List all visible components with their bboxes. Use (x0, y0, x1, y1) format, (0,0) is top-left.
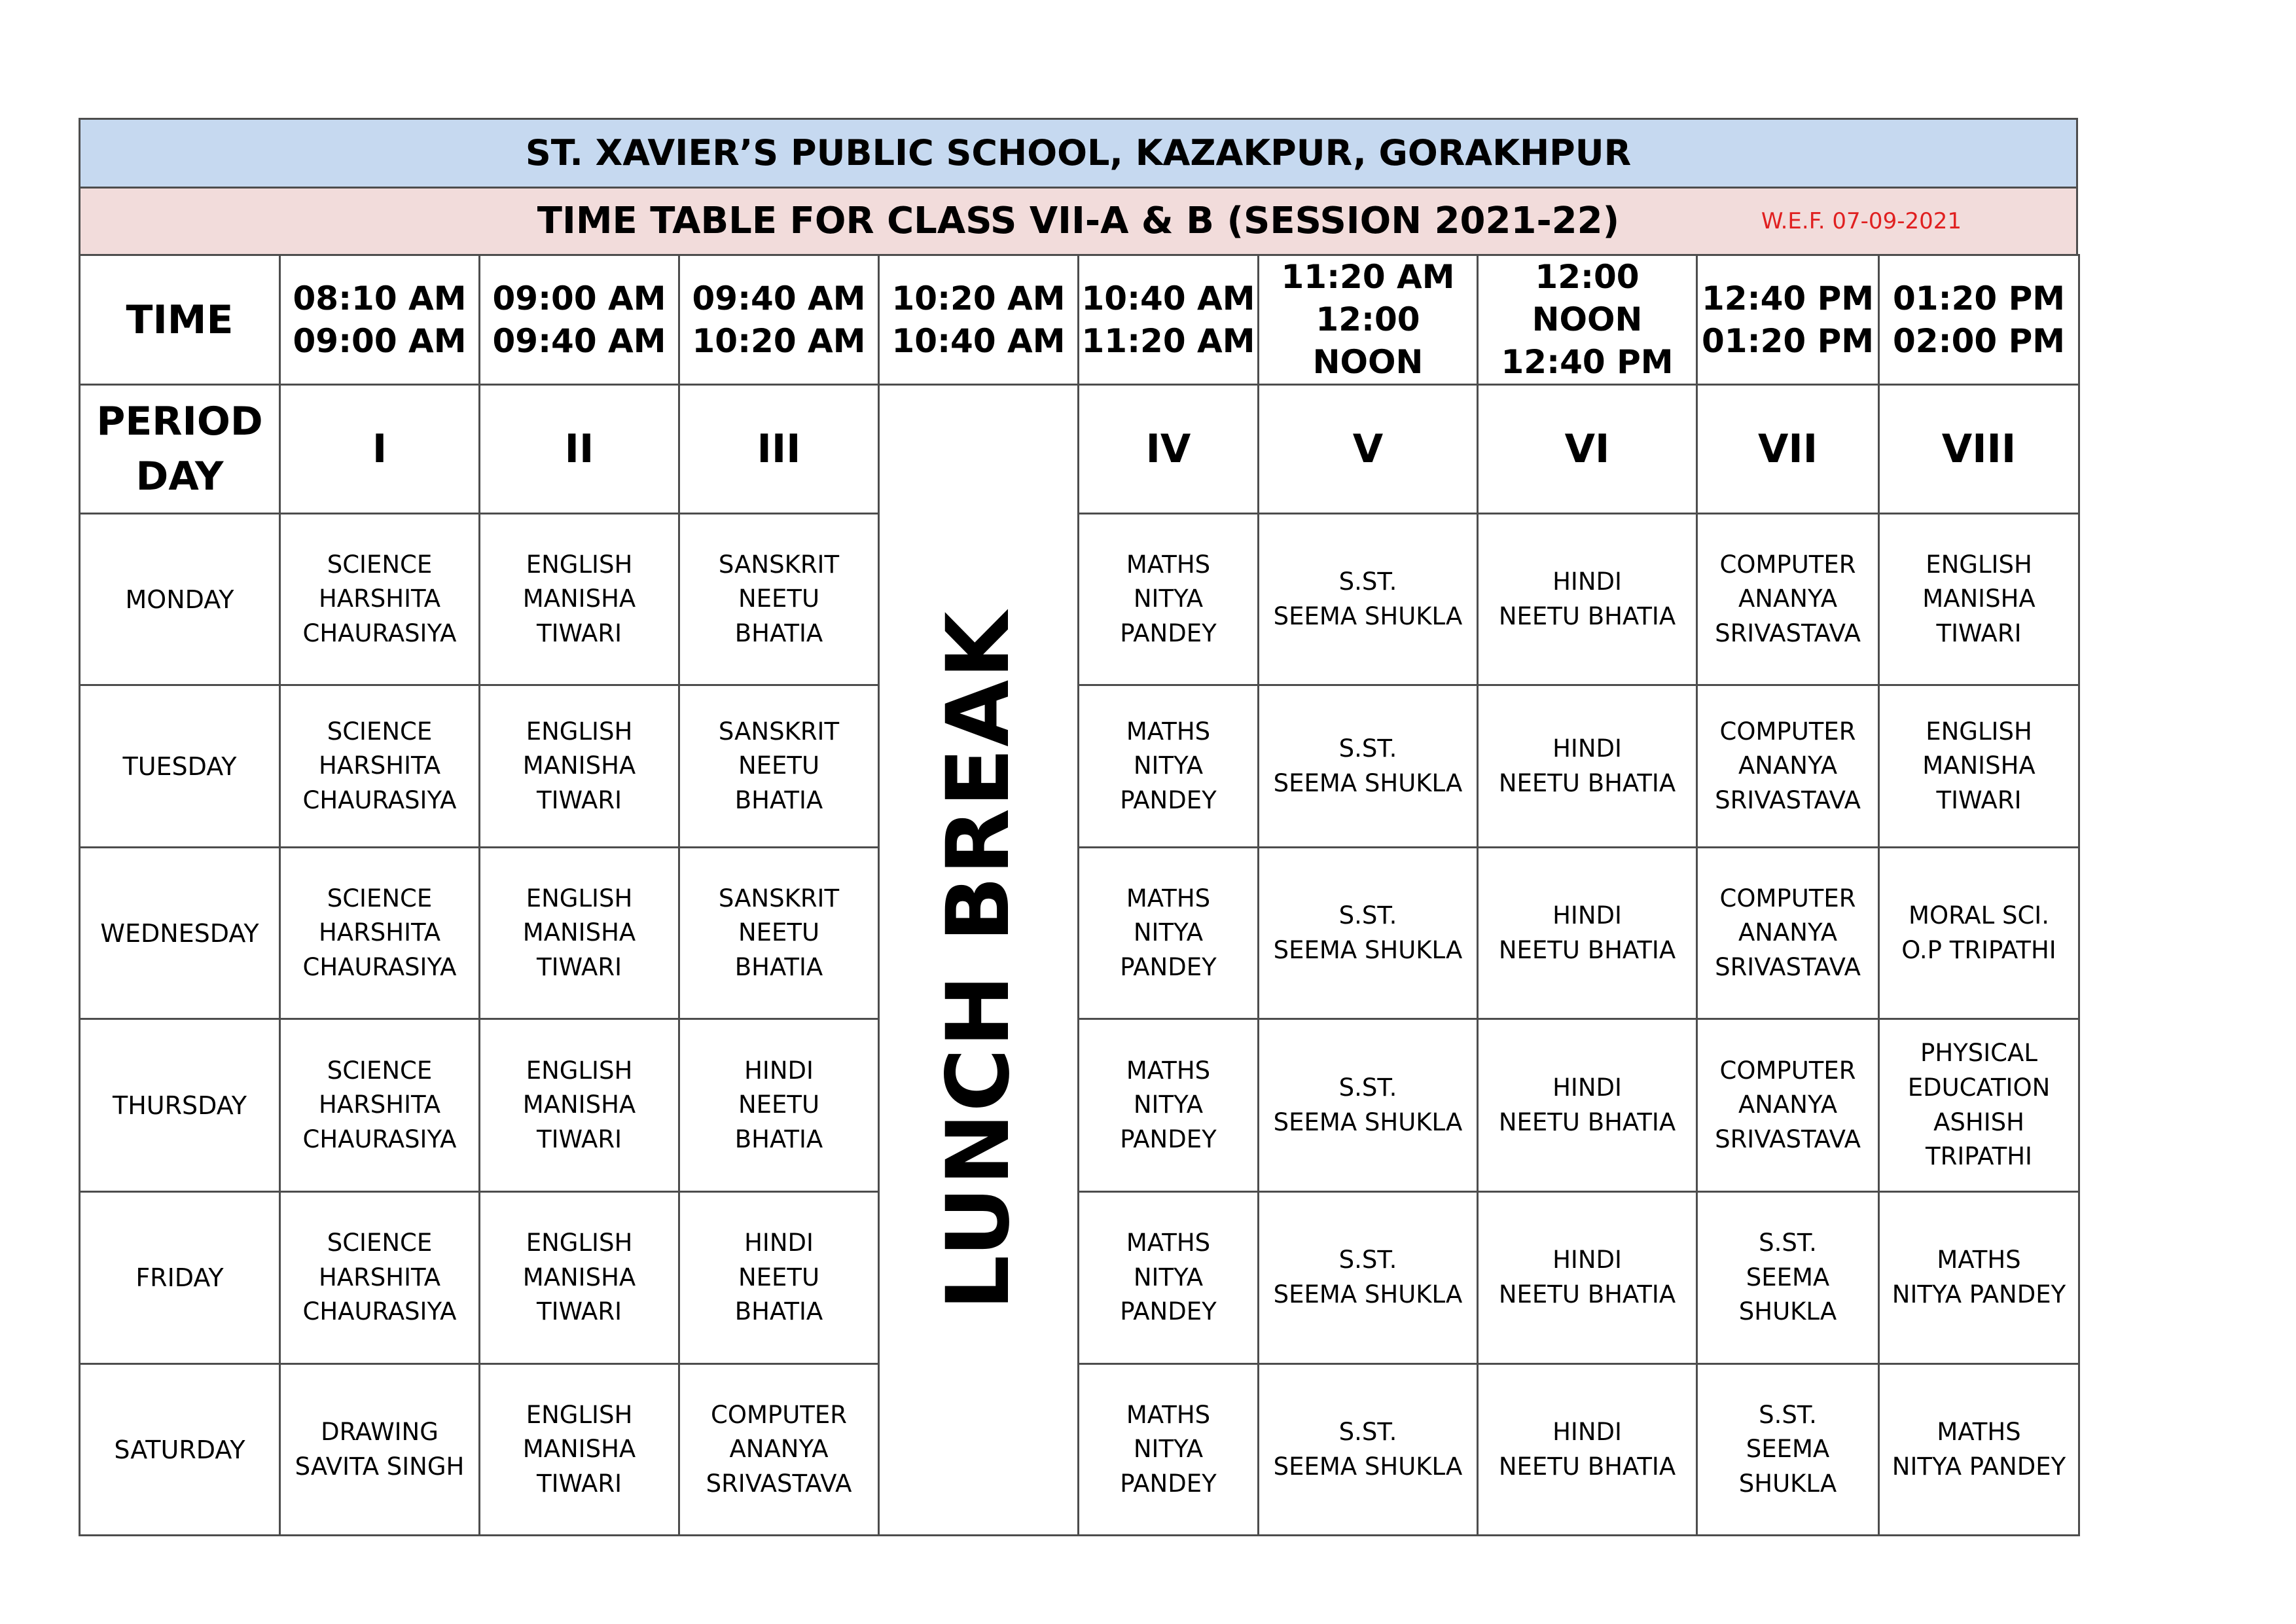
class-entry: MATHS NITYA PANDEY (1120, 1056, 1217, 1153)
class-entry: HINDI NEETU BHATIA (1498, 1417, 1676, 1481)
day-name-cell (80, 848, 280, 1019)
time-slot-start: 10:20 AM (891, 279, 1066, 317)
time-slot-end: 10:20 AM (692, 321, 866, 360)
class-entry: HINDI NEETU BHATIA (734, 1229, 823, 1326)
time-slot-cell (1697, 255, 1879, 385)
class-entry: S.ST. SEEMA SHUKLA (1273, 734, 1463, 797)
class-cell (1478, 1364, 1697, 1536)
time-slot-end: 12:40 PM (1501, 343, 1674, 381)
class-cell (280, 685, 480, 848)
time-slot-end: 09:40 AM (492, 321, 666, 360)
class-cell (1259, 1364, 1478, 1536)
day-name: WEDNESDAY (100, 918, 259, 948)
class-entry: HINDI NEETU BHATIA (1498, 901, 1676, 964)
class-entry: PHYSICAL EDUCATION ASHISH TRIPATHI (1907, 1039, 2051, 1171)
class-entry: MATHS NITYA PANDEY (1120, 884, 1217, 981)
time-slot-end: 12:00 NOON (1312, 300, 1424, 381)
day-name: SATURDAY (114, 1435, 245, 1464)
class-cell (1079, 848, 1259, 1019)
class-entry: ENGLISH MANISHA TIWARI (522, 717, 636, 814)
period-number-cell (480, 385, 679, 514)
period-label: PERIOD (96, 399, 263, 444)
class-cell (1697, 685, 1879, 848)
time-slot-cell (480, 255, 679, 385)
time-slot-end: 01:20 PM (1702, 321, 1874, 360)
class-entry: MATHS NITYA PANDEY (1120, 1229, 1217, 1326)
class-cell (280, 1192, 480, 1364)
period-number: VII (1757, 426, 1818, 472)
period-number: VI (1564, 426, 1610, 472)
class-cell (480, 1019, 679, 1192)
class-cell (1478, 514, 1697, 685)
class-cell (1879, 514, 2079, 685)
period-number: II (564, 426, 594, 472)
class-entry: S.ST. SEEMA SHUKLA (1738, 1229, 1837, 1326)
class-cell (679, 514, 879, 685)
class-entry: MORAL SCI. O.P TRIPATHI (1901, 901, 2056, 964)
class-entry: MATHS NITYA PANDEY (1892, 1246, 2066, 1308)
class-cell (1879, 1364, 2079, 1536)
class-entry: SANSKRIT NEETU BHATIA (718, 550, 840, 647)
day-name: TUESDAY (122, 751, 237, 781)
timetable-title: TIME TABLE FOR CLASS VII-A & B (SESSION 2021-22) (537, 200, 1620, 242)
wef-date: W.E.F. 07-09-2021 (1761, 208, 1962, 234)
class-entry: SANSKRIT NEETU BHATIA (718, 884, 840, 981)
class-cell (1079, 514, 1259, 685)
time-slot-start: 11:20 AM (1281, 258, 1455, 296)
class-entry: COMPUTER ANANYA SRIVASTAVA (1715, 884, 1861, 981)
class-entry: HINDI NEETU BHATIA (1498, 734, 1676, 797)
class-entry: ENGLISH MANISHA TIWARI (522, 1056, 636, 1153)
time-slot-start: 10:40 AM (1081, 279, 1255, 317)
class-cell (1079, 1192, 1259, 1364)
timetable-sheet (79, 118, 2078, 1536)
period-number: VIII (1941, 426, 2017, 472)
class-entry: HINDI NEETU BHATIA (1498, 1246, 1676, 1308)
class-cell (1079, 1364, 1259, 1536)
timetable-grid (79, 254, 2080, 1536)
time-slot-end: 02:00 PM (1893, 321, 2065, 360)
class-entry: SCIENCE HARSHITA CHAURASIYA (302, 1056, 457, 1153)
day-row (80, 1019, 2079, 1192)
day-name: MONDAY (125, 585, 234, 614)
class-cell (480, 1192, 679, 1364)
period-number-cell (1879, 385, 2079, 514)
class-cell (679, 685, 879, 848)
class-entry: HINDI NEETU BHATIA (734, 1056, 823, 1153)
class-cell (1697, 1364, 1879, 1536)
period-number-cell (1478, 385, 1697, 514)
class-cell (1259, 1019, 1478, 1192)
time-slot-start: 08:10 AM (293, 279, 467, 317)
day-row (80, 1192, 2079, 1364)
period-number-cell (1259, 385, 1478, 514)
class-entry: S.ST. SEEMA SHUKLA (1273, 901, 1463, 964)
period-number: IV (1145, 426, 1191, 472)
time-row (80, 255, 2079, 385)
class-cell (1259, 514, 1478, 685)
class-entry: S.ST. SEEMA SHUKLA (1273, 1246, 1463, 1308)
day-row (80, 514, 2079, 685)
class-entry: MATHS NITYA PANDEY (1120, 717, 1217, 814)
class-cell (1879, 848, 2079, 1019)
day-name-cell (80, 1364, 280, 1536)
class-cell (1478, 1192, 1697, 1364)
time-slot-cell (1259, 255, 1478, 385)
time-slot-start: 12:40 PM (1702, 279, 1874, 317)
lunch-break-label: LUNCH BREAK (928, 609, 1029, 1310)
time-slot-start: 09:40 AM (692, 279, 866, 317)
class-entry: ENGLISH MANISHA TIWARI (1922, 550, 2036, 647)
day-name-cell (80, 1019, 280, 1192)
class-cell (280, 1364, 480, 1536)
time-slot-start: 09:00 AM (492, 279, 666, 317)
day-name: THURSDAY (113, 1091, 247, 1120)
class-entry: SANSKRIT NEETU BHATIA (718, 717, 840, 814)
class-entry: COMPUTER ANANYA SRIVASTAVA (1715, 550, 1861, 647)
time-slot-start: 01:20 PM (1893, 279, 2065, 317)
class-cell (1478, 685, 1697, 848)
period-number: V (1352, 426, 1384, 472)
class-entry: ENGLISH MANISHA TIWARI (522, 1400, 636, 1498)
class-entry: S.ST. SEEMA SHUKLA (1273, 1417, 1463, 1481)
time-slot-cell (879, 255, 1079, 385)
class-entry: SCIENCE HARSHITA CHAURASIYA (302, 550, 457, 647)
class-entry: HINDI NEETU BHATIA (1498, 1073, 1676, 1136)
time-label: TIME (126, 297, 234, 343)
class-cell (679, 1364, 879, 1536)
time-slot-end: 09:00 AM (293, 321, 467, 360)
class-entry: S.ST. SEEMA SHUKLA (1273, 567, 1463, 630)
class-entry: ENGLISH MANISHA TIWARI (522, 1229, 636, 1326)
class-cell (679, 1192, 879, 1364)
class-cell (1879, 685, 2079, 848)
class-entry: S.ST. SEEMA SHUKLA (1273, 1073, 1463, 1136)
class-cell (1697, 1019, 1879, 1192)
class-entry: COMPUTER ANANYA SRIVASTAVA (706, 1400, 852, 1498)
period-number-cell (280, 385, 480, 514)
time-slot-cell (280, 255, 480, 385)
class-cell (679, 1019, 879, 1192)
day-name: FRIDAY (135, 1263, 224, 1292)
class-entry: MATHS NITYA PANDEY (1120, 550, 1217, 647)
class-cell (1259, 685, 1478, 848)
time-slot-start: 12:00 NOON (1532, 258, 1643, 338)
class-cell (280, 848, 480, 1019)
class-cell (1879, 1019, 2079, 1192)
period-row (80, 385, 2079, 514)
period-number: III (757, 426, 801, 472)
period-number-cell (1697, 385, 1879, 514)
class-cell (1697, 514, 1879, 685)
timetable-title-banner (79, 187, 2078, 254)
school-name: ST. XAVIER’S PUBLIC SCHOOL, KAZAKPUR, GORAKHPUR (525, 132, 1632, 173)
class-entry: ENGLISH MANISHA TIWARI (522, 550, 636, 647)
class-entry: MATHS NITYA PANDEY (1892, 1417, 2066, 1481)
time-slot-cell (1079, 255, 1259, 385)
class-cell (480, 685, 679, 848)
time-slot-end: 11:20 AM (1081, 321, 1255, 360)
class-cell (1879, 1192, 2079, 1364)
class-entry: DRAWING SAVITA SINGH (295, 1417, 465, 1481)
class-entry: SCIENCE HARSHITA CHAURASIYA (302, 1229, 457, 1326)
class-entry: SCIENCE HARSHITA CHAURASIYA (302, 884, 457, 981)
class-cell (1697, 1192, 1879, 1364)
day-name-cell (80, 1192, 280, 1364)
time-slot-cell (1879, 255, 2079, 385)
day-row (80, 685, 2079, 848)
class-cell (1478, 848, 1697, 1019)
school-name-banner (79, 118, 2078, 187)
class-entry: ENGLISH MANISHA TIWARI (522, 884, 636, 981)
class-entry: S.ST. SEEMA SHUKLA (1738, 1400, 1837, 1498)
period-number: I (372, 426, 387, 472)
day-name-cell (80, 685, 280, 848)
time-slot-cell (679, 255, 879, 385)
class-cell (1259, 848, 1478, 1019)
period-number-cell (1079, 385, 1259, 514)
period-number-cell (679, 385, 879, 514)
class-cell (480, 1364, 679, 1536)
class-entry: ENGLISH MANISHA TIWARI (1922, 717, 2036, 814)
class-cell (280, 514, 480, 685)
time-slot-end: 10:40 AM (891, 321, 1066, 360)
class-entry: COMPUTER ANANYA SRIVASTAVA (1715, 1056, 1861, 1153)
class-entry: MATHS NITYA PANDEY (1120, 1400, 1217, 1498)
class-cell (1079, 1019, 1259, 1192)
day-row (80, 1364, 2079, 1536)
day-name-cell (80, 514, 280, 685)
class-cell (480, 848, 679, 1019)
day-label: DAY (135, 454, 224, 499)
class-cell (480, 514, 679, 685)
day-row (80, 848, 2079, 1019)
time-header-cell (80, 255, 280, 385)
class-cell (1259, 1192, 1478, 1364)
period-day-header-cell (80, 385, 280, 514)
time-slot-cell (1478, 255, 1697, 385)
class-cell (1697, 848, 1879, 1019)
class-cell (280, 1019, 480, 1192)
lunch-break-cell (879, 385, 1079, 1536)
class-entry: HINDI NEETU BHATIA (1498, 567, 1676, 630)
class-cell (679, 848, 879, 1019)
class-entry: COMPUTER ANANYA SRIVASTAVA (1715, 717, 1861, 814)
class-cell (1478, 1019, 1697, 1192)
class-cell (1079, 685, 1259, 848)
class-entry: SCIENCE HARSHITA CHAURASIYA (302, 717, 457, 814)
